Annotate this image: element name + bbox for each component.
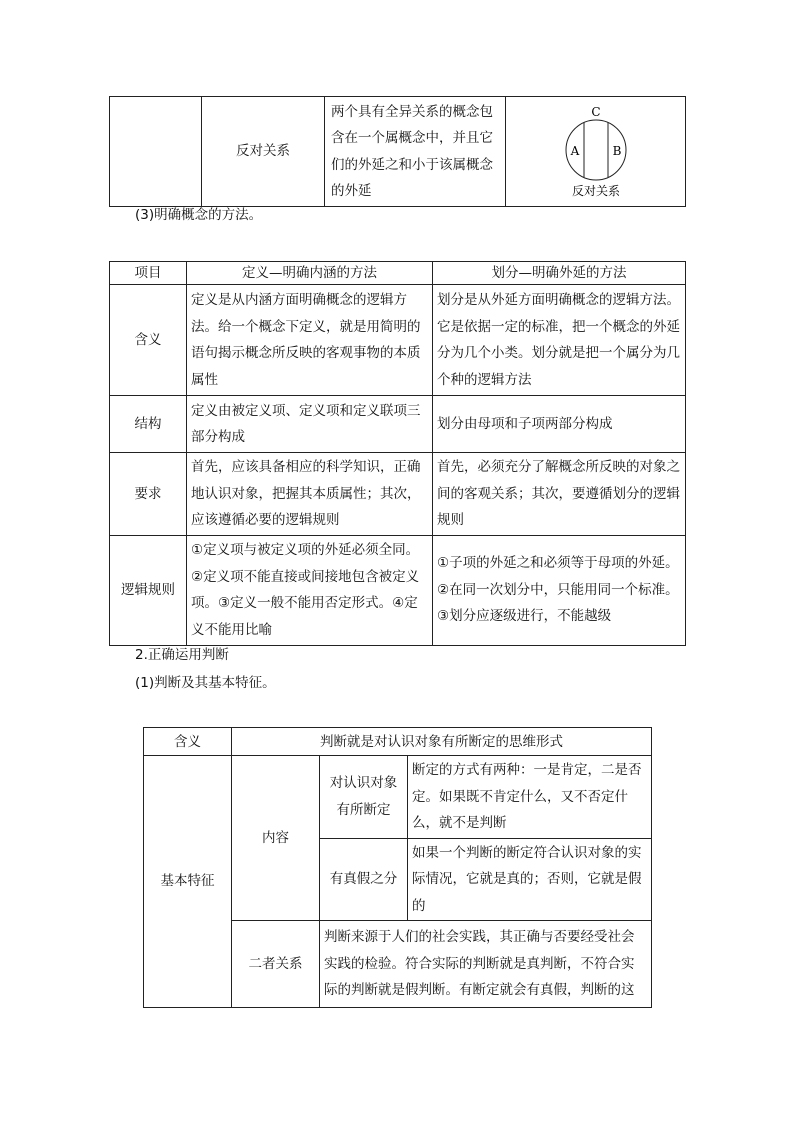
venn-c-label: C bbox=[590, 104, 601, 119]
row-item-label: 逻辑规则 bbox=[110, 535, 187, 645]
row-definition-text: 定义由被定义项、定义项和定义联项三部分构成 bbox=[187, 396, 433, 453]
subsection-heading-judgment-features: (1)判断及其基本特征。 bbox=[135, 675, 276, 691]
venn-caption: 反对关系 bbox=[571, 183, 620, 198]
relation-description: 两个具有全异关系的概念包含在一个属概念中，并且它们的外延之和小于该属概念的外延 bbox=[325, 97, 506, 207]
row-division-text: 划分是从外延方面明确概念的逻辑方法。它是依据一定的标准，把一个概念的外延分为几个小类。划分就是把一个属分为几个种的逻辑方法 bbox=[433, 285, 686, 396]
row-item-label: 结构 bbox=[110, 396, 187, 453]
sub-feature-value: 断定的方式有两种：一是肯定，二是否定。如果既不肯定什么，又不否定什么，就不是判断 bbox=[408, 756, 652, 839]
judgment-features-table bbox=[143, 727, 652, 1008]
section-heading-methods: (3)明确概念的方法。 bbox=[135, 207, 263, 223]
sub-feature-value: 如果一个判断的断定符合认识对象的实际情况，它就是真的；否则，它就是假的 bbox=[408, 838, 652, 921]
section-heading-judgment: 2.正确运用判断 bbox=[135, 647, 229, 663]
content-label: 内容 bbox=[232, 756, 320, 921]
meaning-label: 含义 bbox=[144, 728, 232, 756]
row-item-label: 含义 bbox=[110, 285, 187, 396]
sub-feature-label: 有真假之分 bbox=[320, 838, 408, 921]
row-division-text: 首先，必须充分了解概念所反映的对象之间的客观关系；其次，要遵循划分的逻辑规则 bbox=[433, 453, 686, 536]
meaning-value: 判断就是对认识对象有所断定的思维形式 bbox=[232, 728, 652, 756]
sub-feature-label: 对认识对象有所断定 bbox=[320, 756, 408, 839]
relation-label: 反对关系 bbox=[202, 97, 325, 207]
venn-cell bbox=[506, 97, 686, 207]
venn-b-label: B bbox=[612, 143, 621, 158]
row-division-text: ①子项的外延之和必须等于母项的外延。②在同一次划分中，只能用同一个标准。③划分应逐级进行，不能越级 bbox=[433, 535, 686, 645]
header-division: 划分—明确外延的方法 bbox=[433, 262, 686, 285]
features-label: 基本特征 bbox=[144, 756, 232, 1008]
row-definition-text: 定义是从内涵方面明确概念的逻辑方法。给一个概念下定义，就是用简明的语句揭示概念所反映的客观事物的本质属性 bbox=[187, 285, 433, 396]
row-item-label: 要求 bbox=[110, 453, 187, 536]
relation-label: 二者关系 bbox=[232, 921, 320, 1008]
row-definition-text: ①定义项与被定义项的外延必须全同。②定义项不能直接或间接地包含被定义项。③定义一般不能用否定形式。④定义不能用比喻 bbox=[187, 535, 433, 645]
concept-relation-table bbox=[109, 96, 686, 207]
contrary-relation-diagram bbox=[556, 104, 636, 200]
row-division-text: 划分由母项和子项两部分构成 bbox=[433, 396, 686, 453]
header-definition: 定义—明确内涵的方法 bbox=[187, 262, 433, 285]
header-item: 项目 bbox=[110, 262, 187, 285]
empty-cell bbox=[110, 97, 202, 207]
venn-a-label: A bbox=[570, 143, 579, 158]
relation-value: 判断来源于人们的社会实践，其正确与否要经受社会实践的检验。符合实际的判断就是真判断，不符合实际的判断就是假判断。有断定就会有真假，判断的这 bbox=[320, 921, 652, 1008]
concept-methods-table bbox=[109, 261, 686, 646]
row-definition-text: 首先，应该具备相应的科学知识，正确地认识对象，把握其本质属性；其次，应该遵循必要的逻辑规则 bbox=[187, 453, 433, 536]
